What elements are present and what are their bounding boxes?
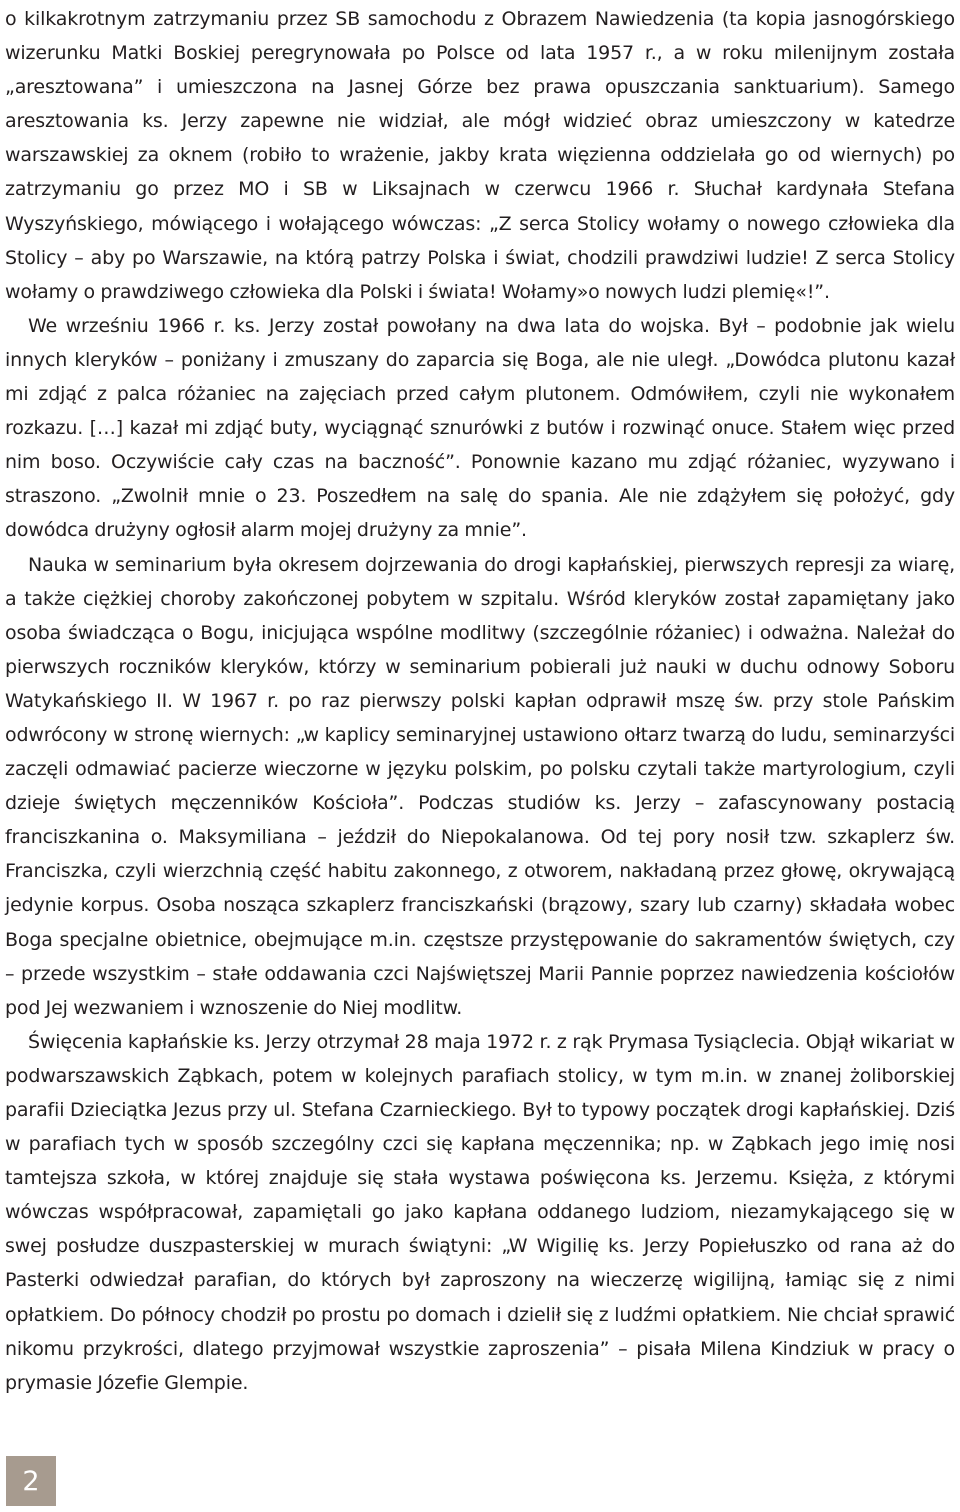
paragraph-military-service: We wrześniu 1966 r. ks. Jerzy został powołany na dwa lata do wojska. Był – podobnie jak wielu innych kleryków – poniżany i zmuszany do zaparcia się Boga, ale nie uległ. „Dowódca plutonu kazał mi zdjąć z palca różaniec na zajęciach przed całym plutonem. Odmówiłem, czyli nie wykonałem rozkazu. […] kazał mi zdjąć buty, wyciągnąć sznurówki z butów i rozwinąć onuce. Stałem więc przed nim boso. Oczywiście cały czas na baczność”. Ponownie kazano mu zdjąć różaniec, wyzywano i straszono. „Zwolnił mnie o 23. Poszedłem na salę do spania. Ale nie zdążyłem się położyć, gdy dowódca drużyny ogłosił alarm mojej drużyny za mnie”. bbox=[5, 314, 955, 542]
paragraph-ordination: Święcenia kapłańskie ks. Jerzy otrzymał 28 maja 1972 r. z rąk Prymasa Tysiąclecia. Objął wikariat w podwarszawskich Ząbkach, potem w kolejnych parafiach stolicy, w tym m.in. w znanej żoliborskiej parafii Dzieciątka Jezus przy ul. Stefana Czarnieckiego. Był to typowy początek drogi kapłańskiej. Dziś w parafiach tych w sposób szczególny czci się kapłana męczennika; np. w Ząbkach jego imię nosi tamtejsza szkoła, w której znajduje się stała wystawa poświęcona ks. Jerzemu. Księża, z którymi wówczas współpracował, zapamiętali go jako kapłana oddanego ludziom, niezamykającego się w swej posłudze duszpasterskiej w murach świątyni: „W Wigilię ks. Jerzy Popiełuszko od rana aż do Pasterki odwiedzał parafian, do których był zaproszony na wieczerzę wigilijną, łamiąc się z nimi opłatkiem. Do północy chodził po prostu po domach i dzielił się z ludźmi opłatkiem. Nie chciał sprawić nikomu przykrości, dlatego przyjmował wszystkie zaproszenia” – pisała Milena Kindziuk w pracy o prymasie Józefie Glempie. bbox=[5, 1030, 955, 1394]
page-number: 2 bbox=[22, 1465, 40, 1497]
paragraph-seminary: Nauka w seminarium była okresem dojrzewania do drogi kapłańskiej, pierwszych represji za wiarę, a także ciężkiej choroby zakończonej pobytem w szpitalu. Wśród kleryków został zapamiętany jako osoba świadcząca o Bogu, inicjująca wspólne modlitwy (szczególnie różaniec) i odważna. Należał do pierwszych roczników kleryków, którzy w seminarium pobierali już nauki w duchu odnowy Soboru Watykańskiego II. W 1967 r. po raz pierwszy polski kapłan odprawił mszę św. przy stole Pańskim odwrócony w stronę wiernych: „w kaplicy seminaryjnej ustawiono ołtarz twarzą do ludu, seminarzyści zaczęli odmawiać pacierze wieczorne w języku polskim, po polsku czytali także martyrologium, czyli dzieje świętych męczenników Kościoła”. Podczas studiów ks. Jerzy – zafascynowany postacią franciszkanina o. Maksymiliana – jeździł do Niepokalanowa. Od tej pory nosił tzw. szkaplerz św. Franciszka, czyli wierzchnią część habitu zakonnego, z otworem, nakładaną przez głowę, okrywającą jedynie korpus. Osoba nosząca szkaplerz franciszkański (brązowy, szary lub czarny) składała wobec Boga specjalne obietnice, obejmujące m.in. częstsze przystępowanie do sakramentów świętych, czy – przede wszystkim – stałe oddawania czci Najświętszej Marii Pannie poprzez nawiedzenia kościołów pod Jej wezwaniem i wznoszenie do Niej modlitw. bbox=[5, 553, 955, 1019]
page-number-badge bbox=[6, 1456, 56, 1506]
document-body bbox=[5, 2, 955, 1400]
paragraph-continuation: o kilkakrotnym zatrzymaniu przez SB samochodu z Obrazem Nawiedzenia (ta kopia jasnogórskiego wizerunku Matki Boskiej peregrynowała po Polsce od lata 1957 r., a w roku milenijnym została „aresztowana” i umieszczona na Jasnej Górze bez prawa opuszczania sanktuarium). Samego aresztowania ks. Jerzy zapewne nie widział, ale mógł widzieć obraz umieszczony w katedrze warszawskiej za oknem (robiło to wrażenie, jakby krata więzienna oddzielała go od wiernych) po zatrzymaniu go przez MO i SB w Liksajnach w czerwcu 1966 r. Słuchał kardynała Stefana Wyszyńskiego, mówiącego i wołającego wówczas: „Z serca Stolicy wołamy o nowego człowieka dla Stolicy – aby po Warszawie, na którą patrzy Polska i świat, chodzili prawdziwi ludzie! Z serca Stolicy wołamy o prawdziwego człowieka dla Polski i świata! Wołamy»o nowych ludzi plemię«!”. bbox=[5, 8, 955, 303]
